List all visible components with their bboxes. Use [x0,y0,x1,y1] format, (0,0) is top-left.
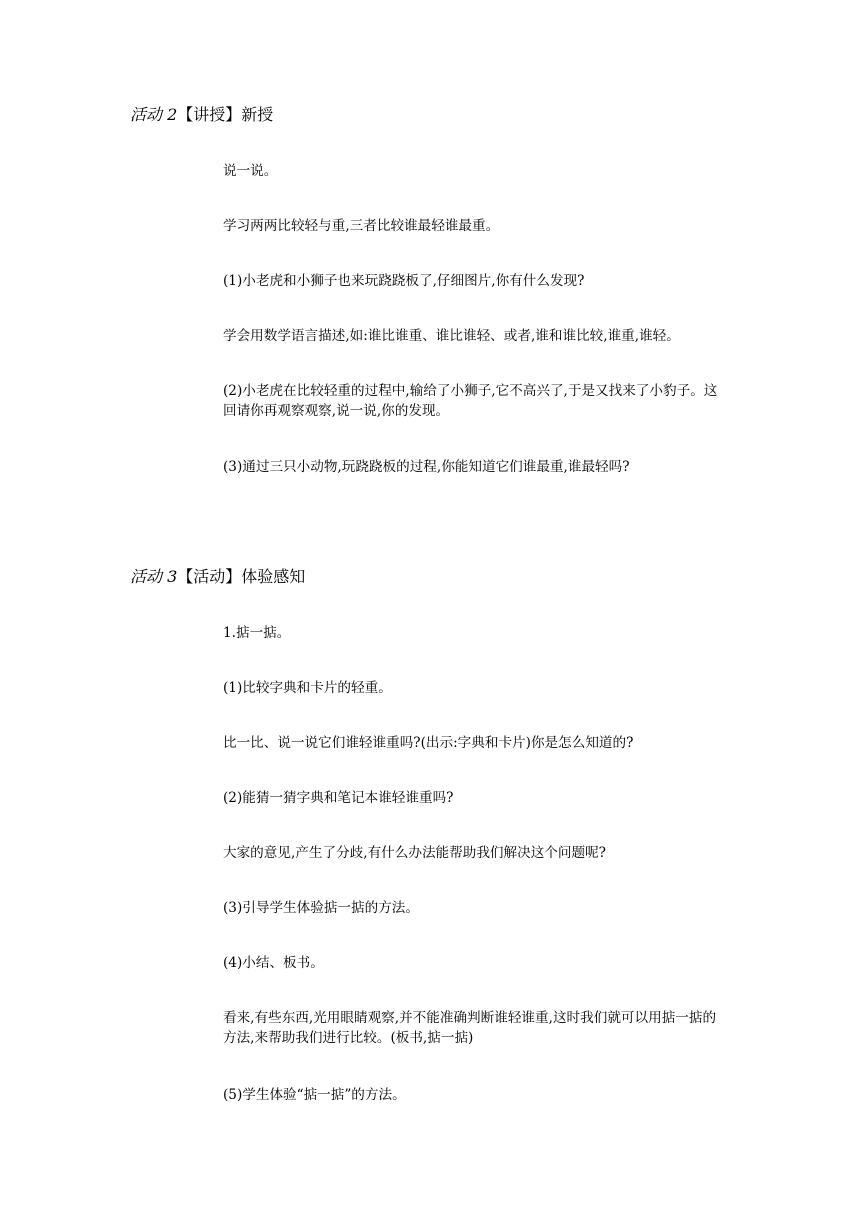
activity-2-paragraph-4: 学会用数学语言描述,如:谁比谁重、谁比谁轻、或者,谁和谁比较,谁重,谁轻。 [223,328,680,344]
activity-3-paragraph-1: 1.掂一掂。 [223,625,291,641]
activity-2-paragraph-6: (3)通过三只小动物,玩跷跷板的过程,你能知道它们谁最重,谁最轻吗? [223,459,630,475]
activity-3-paragraph-5: 大家的意见,产生了分歧,有什么办法能帮助我们解决这个问题呢? [223,845,606,861]
activity-3-paragraph-6: (3)引导学生体验掂一掂的方法。 [223,900,419,916]
activity-2-title: 【讲授】新授 [177,105,274,124]
activity-3-paragraph-4: (2)能猜一猜字典和笔记本谁轻谁重吗? [223,790,454,806]
activity-2-heading [130,105,273,125]
activity-2-label: 活动 2 [130,105,178,124]
activity-2-paragraph-1: 说一说。 [223,163,278,179]
activity-3-paragraph-2: (1)比较字典和卡片的轻重。 [223,680,392,696]
activity-2-paragraph-3: (1)小老虎和小狮子也来玩跷跷板了,仔细图片,你有什么发现? [223,273,585,289]
activity-2-paragraph-2: 学习两两比较轻与重,三者比较谁最轻谁最重。 [223,218,500,234]
activity-3-paragraph-8: 看来,有些东西,光用眼睛观察,并不能准确判断谁轻谁重,这时我们就可以用掂一掂的方法,来帮助我们进行比较。(板书,掂一掂) [223,1010,717,1046]
activity-3-paragraph-9: (5)学生体验“掂一掂”的方法。 [223,1087,406,1103]
activity-3-paragraph-3: 比一比、说一说它们谁轻谁重吗?(出示:字典和卡片)你是怎么知道的? [223,735,634,751]
activity-3-paragraph-7: (4)小结、板书。 [223,955,324,971]
activity-3-label: 活动 3 [130,567,178,586]
activity-3-heading [130,567,305,587]
activity-2-paragraph-5: (2)小老虎在比较轻重的过程中,输给了小狮子,它不高兴了,于是又找来了小豹子。这回请你再观察观察,说一说,你的发现。 [223,383,718,419]
activity-3-title: 【活动】体验感知 [177,567,306,586]
